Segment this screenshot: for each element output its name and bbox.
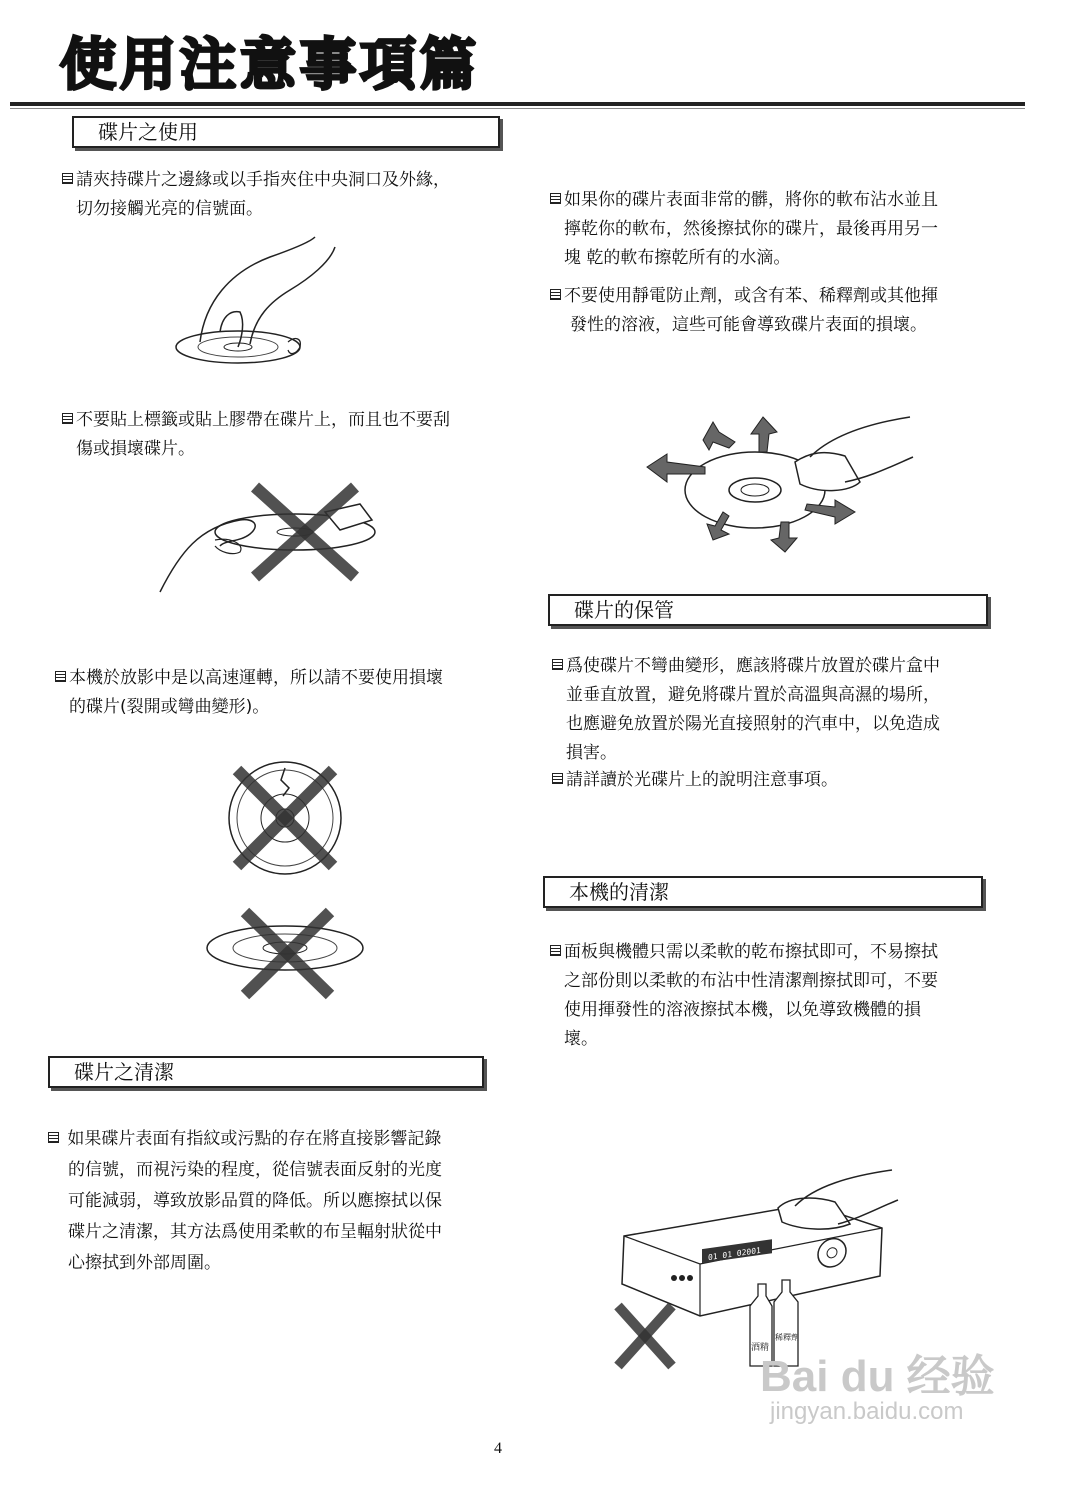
no-solvent-paragraph: 不要使用靜電防止劑，或含有苯、稀釋劑或其他揮 發性的溶液，這些可能會導致碟片表面的損壞。 (550, 282, 990, 340)
page-title: 使用注意事項篇 (60, 33, 480, 98)
read-instructions-paragraph: 請詳讀於光碟片上的說明注意事項。 (552, 766, 992, 795)
unit-cleaning-paragraph: 面板與機體只需以柔軟的乾布擦拭即可，不易擦拭 之部份則以柔軟的布沾中性清潔劑擦拭即可，不要 使用揮發性的溶液擦拭本機，以免導致機體的損 壞。 (550, 938, 990, 1054)
bullet-icon (62, 173, 73, 184)
disc-storage-paragraph: 爲使碟片不彎曲變形，應該將碟片放置於碟片盒中 並垂直放置，避免將碟片置於高溫與高濕的場所， 也應避免放置於陽光直接照射的汽車中，以免造成 損害。 (552, 652, 992, 768)
cracked-disc-illustration (225, 758, 345, 878)
bullet-icon (550, 193, 561, 204)
bullet-icon (62, 413, 73, 424)
bottle-label-2: 稀釋劑 (775, 1333, 799, 1342)
bullet-icon (550, 289, 561, 300)
section-heading-label: 碟片的保管 (574, 598, 674, 622)
section-heading-unit-cleaning (543, 876, 983, 908)
disc-dirty-paragraph: 如果你的碟片表面非常的髒，將你的軟布沾水並且 擰乾你的軟布，然後擦拭你的碟片，最後再用另一 塊 乾的軟布擦乾所有的水滴。 (550, 186, 990, 273)
title-rule (10, 102, 1025, 106)
title-rule-thin (10, 108, 1025, 109)
bullet-icon (552, 773, 563, 784)
section-heading-disc-storage (548, 594, 988, 626)
bullet-icon (48, 1132, 59, 1143)
disc-use-item-3: 本機於放影中是以高速運轉，所以請不要使用損壞 的碟片(裂開或彎曲變形)。 (55, 664, 485, 722)
bullet-icon (552, 659, 563, 670)
hand-holding-disc-illustration (160, 232, 340, 372)
radial-wipe-illustration (645, 412, 915, 562)
bullet-icon (550, 945, 561, 956)
disc-use-item-2: 不要貼上標籤或貼上膠帶在碟片上，而且也不要刮 傷或損壞碟片。 (62, 406, 482, 464)
disc-cleaning-paragraph: 如果碟片表面有指紋或污點的存在將直接影響記錄 的信號，而視污染的程度，從信號表面反射的光度 可能減弱，導致放影品質的降低。所以應擦拭以保 碟片之清潔，其方法爲使用柔軟的布呈輻射狀從中 心擦拭到外部周圍。 (48, 1124, 488, 1279)
section-heading-disc-cleaning (48, 1056, 484, 1088)
warped-disc-illustration (205, 910, 365, 1000)
section-heading-label: 碟片之使用 (98, 120, 198, 144)
no-label-disc-illustration (160, 482, 390, 602)
bullet-icon (55, 671, 66, 682)
section-heading-disc-use (72, 116, 500, 148)
bottle-label-1: 酒精 (751, 1343, 770, 1353)
section-heading-label: 碟片之清潔 (74, 1060, 174, 1084)
watermark-logo: Bai du 经验 (760, 1352, 995, 1401)
section-heading-label: 本機的清潔 (569, 880, 669, 904)
watermark-url: jingyan.baidu.com (770, 1398, 964, 1425)
disc-use-item-1: 請夾持碟片之邊緣或以手指夾住中央洞口及外緣， 切勿接觸光亮的信號面。 (62, 166, 482, 224)
page-number: 4 (494, 1440, 502, 1457)
player-display-text: 01 01 02001 (708, 1245, 761, 1263)
